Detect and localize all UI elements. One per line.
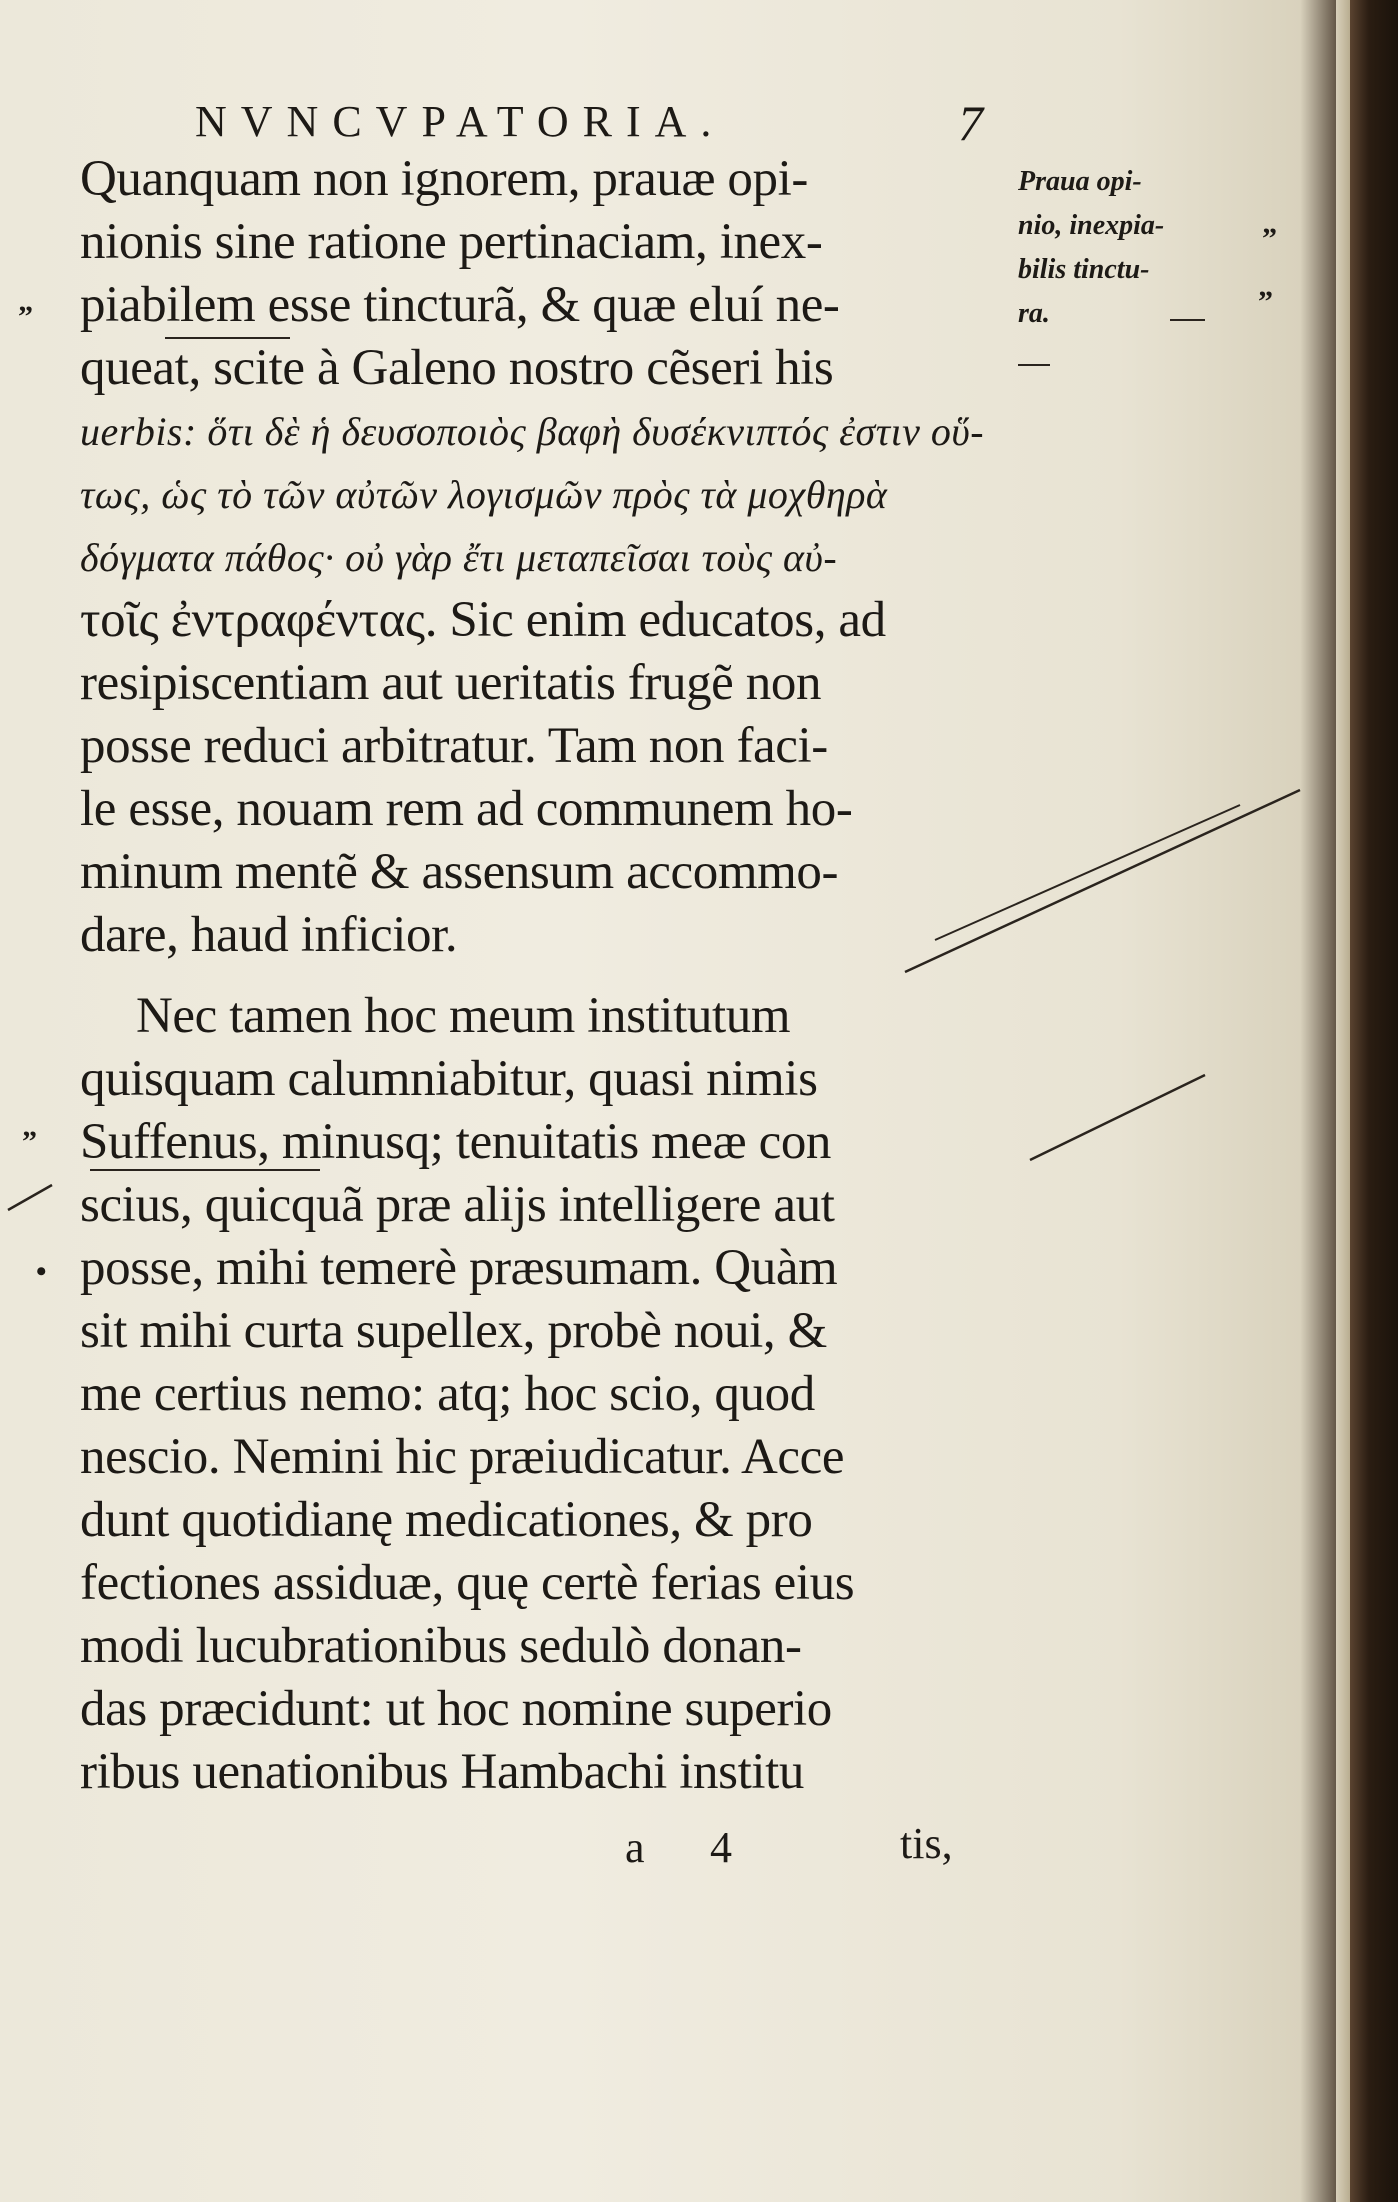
ink-stroke-long <box>935 805 1240 940</box>
text-line: Quanquam non ignorem, prauæ opi- <box>80 151 808 207</box>
text-line: posse, mihi temerè præsumam. Quàm <box>80 1240 838 1296</box>
text-line: modi lucubrationibus sedulò donan- <box>80 1618 802 1674</box>
text-line: fectiones assiduæ, quę certè ferias eius <box>80 1555 855 1611</box>
margin-dot-mark: • <box>36 1255 47 1288</box>
running-title: NVNCVPATORIA. <box>195 97 726 146</box>
margin-note-line: ra. <box>1018 298 1050 329</box>
ink-stroke <box>8 1185 52 1210</box>
text-line: posse reduci arbitratur. Tam non faci- <box>80 718 828 774</box>
text-line: le esse, nouam rem ad communem ho- <box>80 781 853 837</box>
text-line: nionis sine ratione pertinaciam, inex- <box>80 214 823 270</box>
signature-mark: a <box>625 1823 645 1872</box>
text-line: τοῖς ἐντραφέντας. Sic enim educatos, ad <box>80 592 886 648</box>
text-line: nescio. Nemini hic præiudicatur. Acce <box>80 1429 845 1485</box>
greek-line: τως, ὡς τὸ τῶν αὐτῶν λογισμῶν πρὸς τὰ μοχθηρὰ <box>80 472 888 517</box>
text-line: piabilem esse tincturã, & quæ eluí ne- <box>80 277 840 333</box>
text-line: Suffenus, minusq; tenuitatis meæ con <box>80 1114 832 1170</box>
text-line: resipiscentiam aut ueritatis frugẽ non <box>80 655 822 711</box>
margin-note-line: bilis tinctu- <box>1018 254 1150 285</box>
ink-stroke <box>1030 1075 1205 1160</box>
text-line: dunt quotidianę medicationes, & pro <box>80 1492 813 1548</box>
margin-note-line: nio, inexpia- <box>1018 210 1165 241</box>
signature-number: 4 <box>710 1823 732 1872</box>
text-line: das præcidunt: ut hoc nomine superio <box>80 1681 832 1737</box>
margin-note-line: Praua opi- <box>1018 166 1142 197</box>
text-line: minum mentẽ & assensum accommo- <box>80 844 839 900</box>
text-line: scius, quicquã præ alijs intelligere aut <box>80 1177 835 1233</box>
text-line: sit mihi curta supellex, probè noui, & <box>80 1303 827 1359</box>
ink-stroke-long <box>905 790 1300 972</box>
greek-line: δόγματα πάθος· οὐ γὰρ ἔτι μεταπεῖσαι τοὺς αὐ- <box>80 535 838 580</box>
text-line: me certius nemo: atq; hoc scio, quod <box>80 1366 815 1422</box>
paragraph-first-line: Nec tamen hoc meum institutum <box>136 988 791 1044</box>
greek-line: uerbis: ὅτι δὲ ἡ δευσοποιὸς βαφὴ δυσέκνιπτός ἐστιν οὕ- <box>80 409 985 454</box>
margin-quote-mark: ” <box>22 1125 37 1158</box>
margin-quote-mark: ” <box>18 300 33 333</box>
margin-quote-mark: ” <box>1262 222 1277 255</box>
text-line: quisquam calumniabitur, quasi nimis <box>80 1051 818 1107</box>
text-line: queat, scite à Galeno nostro cẽseri his <box>80 340 834 396</box>
margin-quote-mark: ” <box>1258 285 1273 318</box>
text-line: dare, haud inficior. <box>80 907 458 963</box>
text-line: ribus uenationibus Hambachi institu <box>80 1744 804 1800</box>
catchword: tis, <box>900 1819 953 1868</box>
page-number: 7 <box>958 95 983 151</box>
